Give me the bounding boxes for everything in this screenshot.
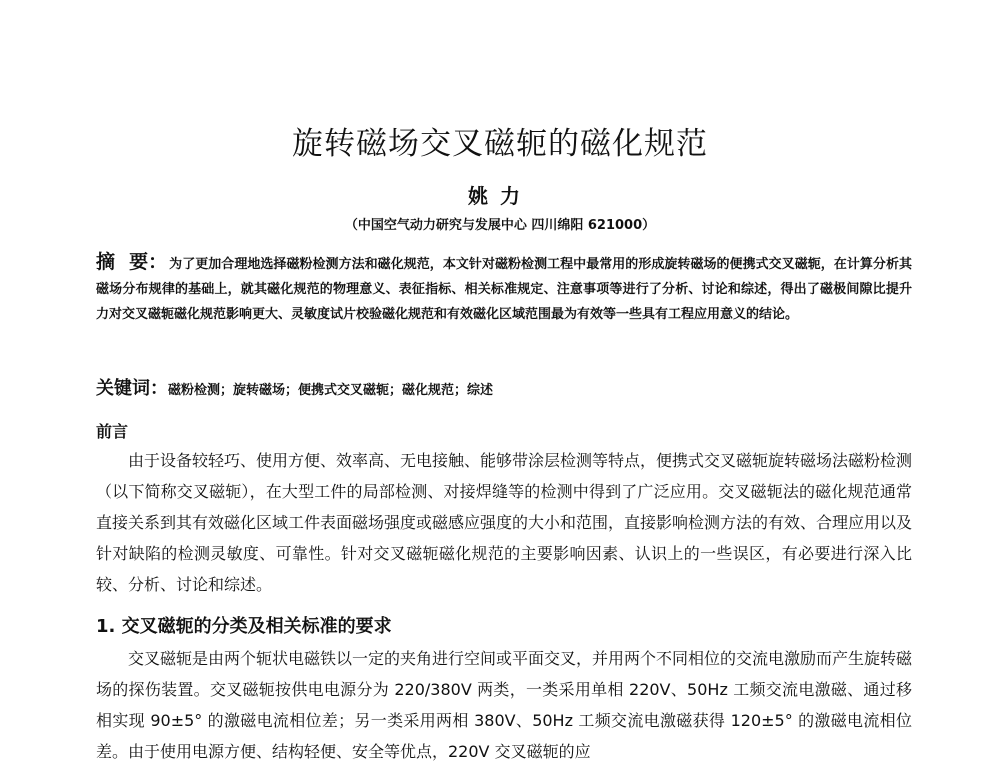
keywords-text: 磁粉检测；旋转磁场；便携式交叉磁轭；磁化规范；综述	[168, 383, 494, 398]
abstract-label: 摘 要：	[96, 251, 168, 273]
keywords	[96, 374, 912, 400]
section-1-paragraph: 交叉磁轭是由两个轭状电磁铁以一定的夹角进行空间或平面交叉，并用两个不同相位的交流电激励而产生旋转磁场的探伤装置。交叉磁轭按供电电源分为 220/380V 两类，一类采用单相 220V、50Hz 工频交流电激磁、通过移相实现 90±5° 的激磁电流相位差；另一类采用两相 380V、50Hz 工频交流电激磁获得 120±5° 的激磁电流相位差。由于使用电源方便、结构轻便、安全等优点，220V 交叉磁轭的应	[96, 649, 913, 761]
abstract	[96, 250, 912, 327]
section-1-heading: 1. 交叉磁轭的分类及相关标准的要求	[96, 616, 392, 637]
author-name: 姚力	[468, 184, 532, 208]
paper-title: 旋转磁场交叉磁轭的磁化规范	[292, 126, 708, 162]
abstract-text: 为了更加合理地选择磁粉检测方法和磁化规范，本文针对磁粉检测工程中最常用的形成旋转磁场的便携式交叉磁轭，在计算分析其磁场分布规律的基础上，就其磁化规范的物理意义、表征指标、相关标准规定、注意事项等进行了分析、讨论和综述，得出了磁极间隙比提升力对交叉磁轭磁化规范影响更大、灵敏度试片校验磁化规范和有效磁化区域范围最为有效等一些具有工程应用意义的结论。	[96, 257, 912, 322]
keywords-label: 关键词：	[96, 378, 168, 399]
foreword-heading: 前言	[96, 422, 129, 441]
foreword-paragraph: 由于设备较轻巧、使用方便、效率高、无电接触、能够带涂层检测等特点，便携式交叉磁轭旋转磁场法磁粉检测（以下简称交叉磁轭），在大型工件的局部检测、对接焊缝等的检测中得到了广泛应用。交叉磁轭法的磁化规范通常直接关系到其有效磁化区域工件表面磁场强度或磁感应强度的大小和范围，直接影响检测方法的有效、合理应用以及针对缺陷的检测灵敏度、可靠性。针对交叉磁轭磁化规范的主要影响因素、认识上的一些误区，有必要进行深入比较、分析、讨论和综述。	[96, 451, 913, 594]
author-affiliation: （中国空气动力研究与发展中心 四川绵阳 621000）	[344, 218, 656, 233]
